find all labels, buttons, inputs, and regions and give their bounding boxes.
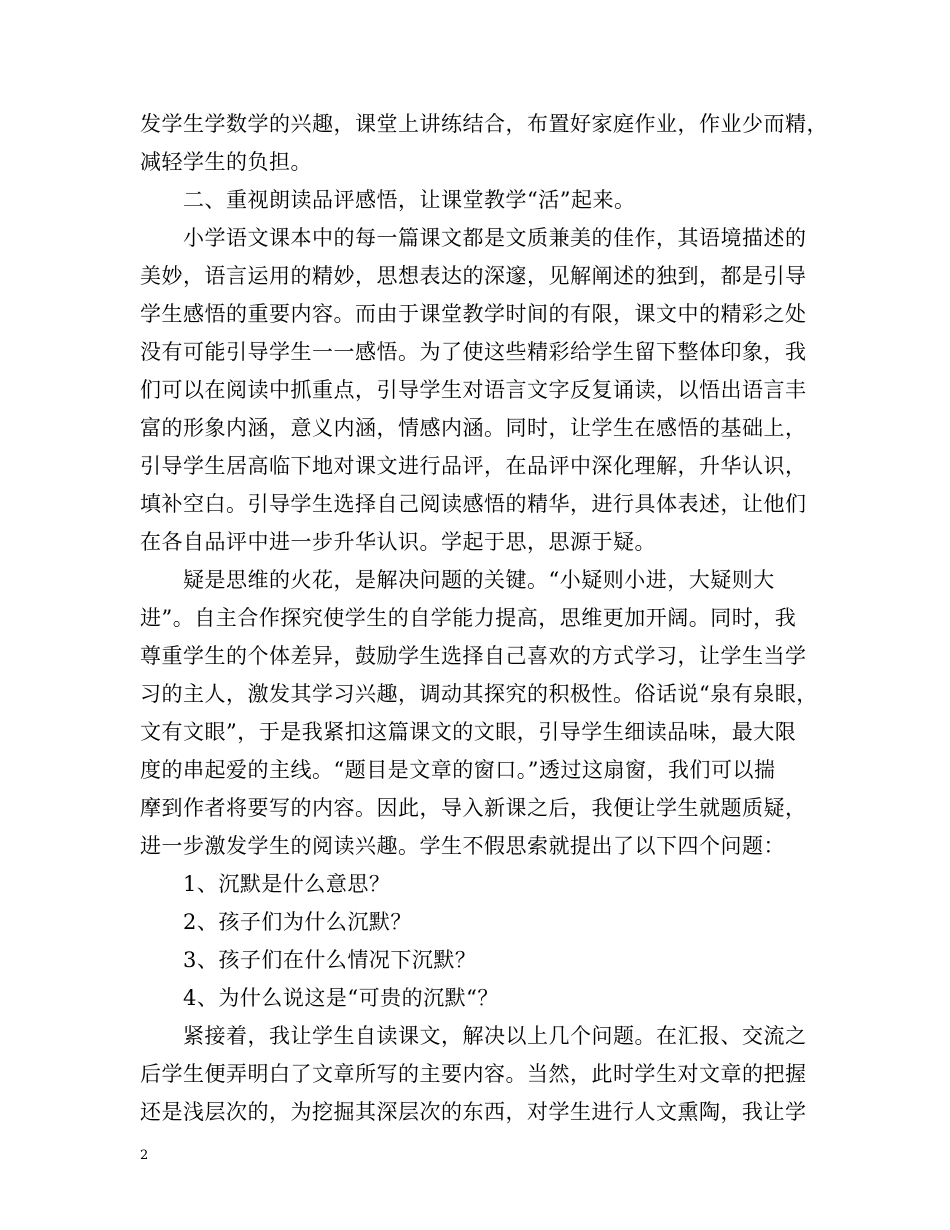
body-text-line: 学生感悟的重要内容。而由于课堂教学时间的有限，课文中的精彩之处 bbox=[140, 302, 807, 326]
body-text-line: 进”。自主合作探究使学生的自学能力提高，思维更加开阔。同时，我 bbox=[140, 606, 797, 630]
body-text-line: 文有文眼”，于是我紧扣这篇课文的文眼，引导学生细读品味，最大限 bbox=[140, 720, 797, 744]
body-text-line: 填补空白。引导学生选择自己阅读感悟的精华，进行具体表述，让他们 bbox=[140, 492, 807, 516]
body-text-line: 引导学生居高临下地对课文进行品评，在品评中深化理解，升华认识， bbox=[140, 454, 807, 478]
body-text-line: 尊重学生的个体差异，鼓励学生选择自己喜欢的方式学习，让学生当学 bbox=[140, 644, 807, 668]
body-text-line: 度的串起爱的主线。“题目是文章的窗口。”透过这扇窗，我们可以揣 bbox=[140, 758, 776, 782]
body-text-line: 美妙，语言运用的精妙，思想表达的深邃，见解阐述的独到，都是引导 bbox=[140, 264, 807, 288]
body-text-line: 还是浅层次的，为挖掘其深层次的东西，对学生进行人文熏陶，我让学 bbox=[140, 1100, 807, 1124]
body-text-line: 富的形象内涵，意义内涵，情感内涵。同时，让学生在感悟的基础上， bbox=[140, 416, 807, 440]
question-item: 4、为什么说这是“可贵的沉默“？ bbox=[140, 986, 499, 1010]
question-item: 2、孩子们为什么沉默？ bbox=[140, 910, 412, 934]
body-text-line: 疑是思维的火花，是解决问题的关键。“小疑则小进，大疑则大 bbox=[140, 568, 775, 592]
body-text-line: 后学生便弄明白了文章所写的主要内容。当然，此时学生对文章的把握 bbox=[140, 1062, 807, 1086]
body-text-line: 紧接着，我让学生自读课文，解决以上几个问题。在汇报、交流之 bbox=[140, 1024, 807, 1048]
body-text-line: 们可以在阅读中抓重点，引导学生对语言文字反复诵读，以悟出语言丰 bbox=[140, 378, 807, 402]
body-text-line: 在各自品评中进一步升华认识。学起于思，思源于疑。 bbox=[140, 530, 656, 554]
body-text-line: 小学语文课本中的每一篇课文都是文质兼美的佳作，其语境描述的 bbox=[140, 226, 807, 250]
page-number: 2 bbox=[140, 1148, 149, 1163]
question-item: 3、孩子们在什么情况下沉默？ bbox=[140, 948, 477, 972]
body-text-line: 减轻学生的负担。 bbox=[140, 150, 312, 174]
body-text-line: 发学生学数学的兴趣，课堂上讲练结合，布置好家庭作业，作业少而精， bbox=[140, 112, 828, 136]
body-text-line: 习的主人，激发其学习兴趣，调动其探究的积极性。俗话说“泉有泉眼， bbox=[140, 682, 818, 706]
body-text-line: 进一步激发学生的阅读兴趣。学生不假思索就提出了以下四个问题： bbox=[140, 834, 785, 858]
body-text-line: 摩到作者将要写的内容。因此，导入新课之后，我便让学生就题质疑， bbox=[140, 796, 807, 820]
question-item: 1、沉默是什么意思？ bbox=[140, 872, 391, 896]
body-text-line: 没有可能引导学生一一感悟。为了使这些精彩给学生留下整体印象，我 bbox=[140, 340, 807, 364]
section-heading: 二、重视朗读品评感悟，让课堂教学“活”起来。 bbox=[140, 188, 636, 212]
